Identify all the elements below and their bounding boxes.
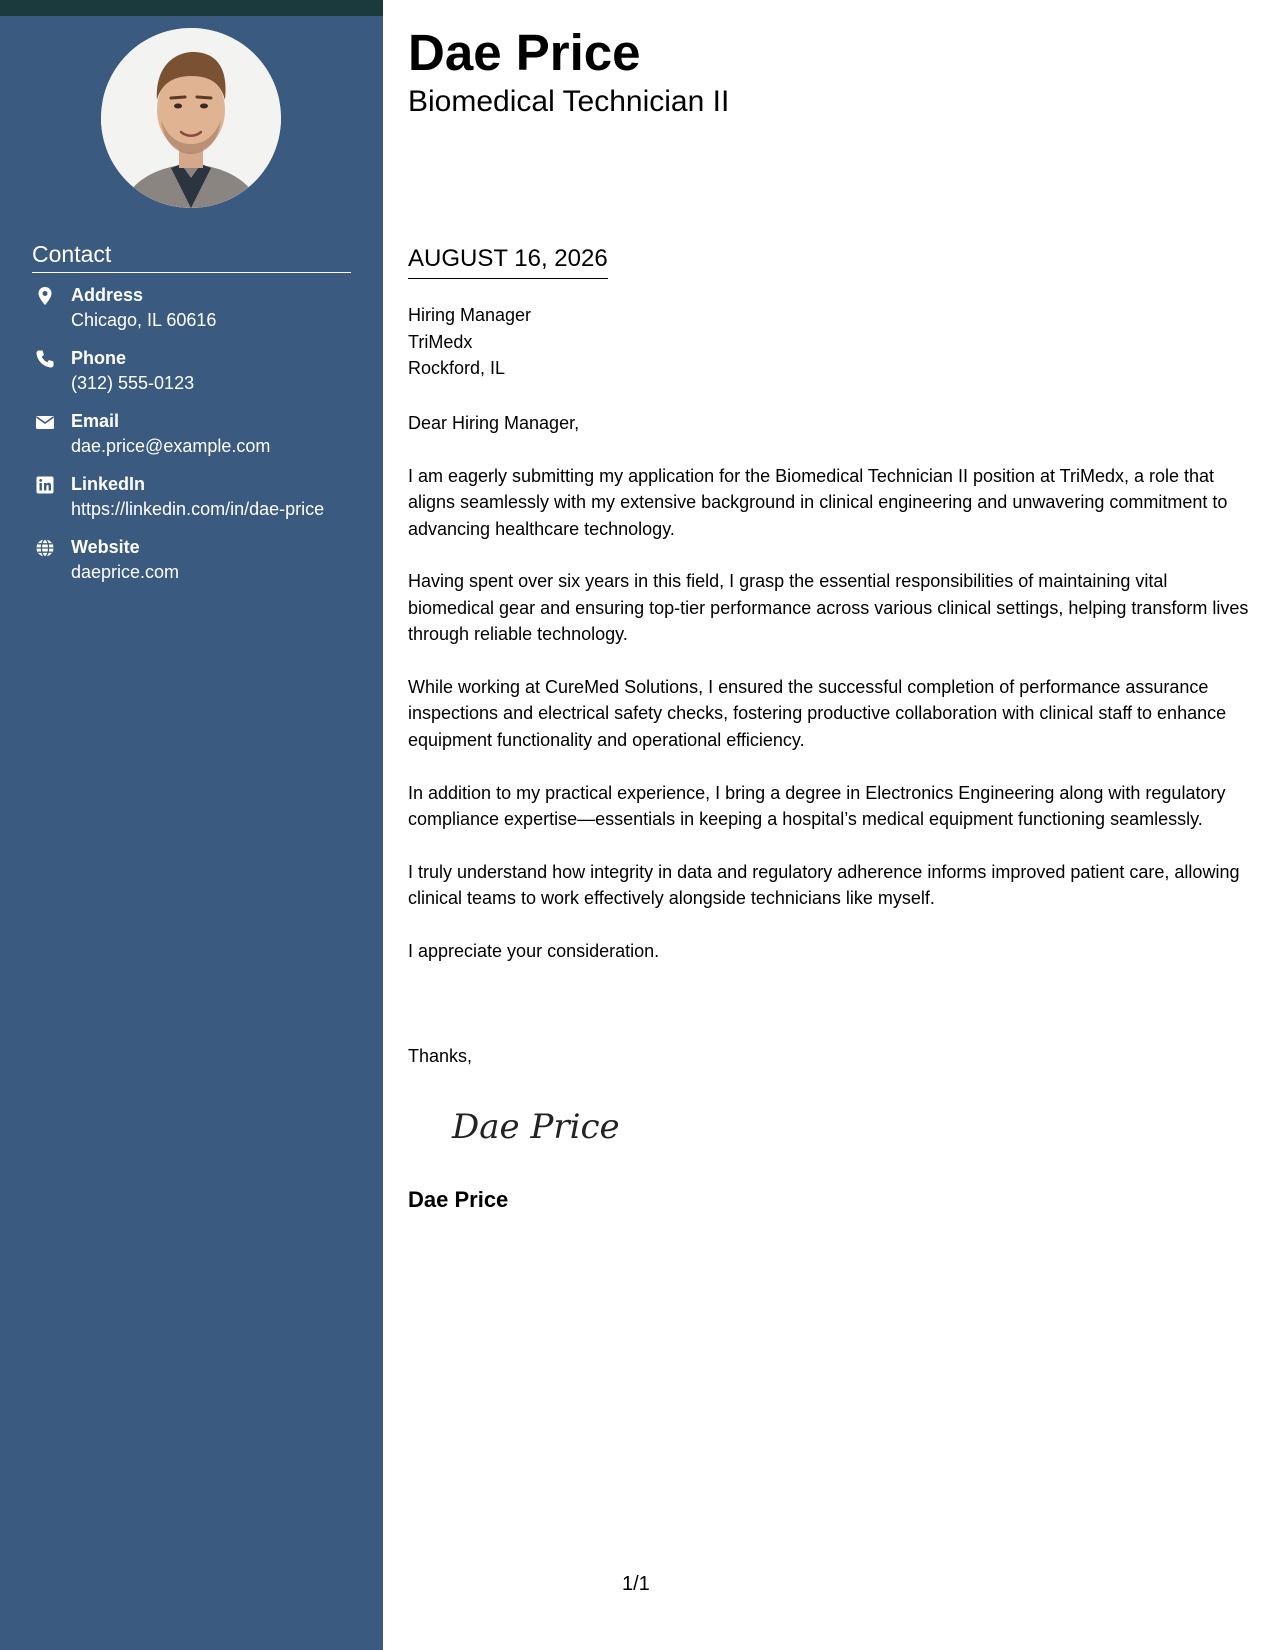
envelope-icon bbox=[35, 412, 55, 432]
page-number: 1/1 bbox=[622, 1573, 650, 1595]
contact-label: Address bbox=[71, 285, 144, 305]
website-value[interactable]: daeprice.com bbox=[71, 562, 180, 582]
paragraph: I am eagerly submitting my application for the Biomedical Technician II position at TriMedx, a role that aligns seamlessly with my extensive background in clinical engineering and unwavering commitment to advancing healthcare technology. bbox=[408, 465, 1228, 539]
phone-value[interactable]: (312) 555-0123 bbox=[71, 373, 195, 393]
paragraph: Having spent over six years in this field, I grasp the essential responsibilities of maintaining vital biomedical gear and ensuring top-tier performance across various clinical settings, helping transform lives through reliable technology. bbox=[408, 571, 1249, 645]
contact-item-email bbox=[32, 409, 372, 472]
letter-body bbox=[408, 410, 1253, 991]
contact-label: Email bbox=[71, 411, 120, 431]
recipient-block bbox=[408, 302, 531, 382]
recipient-line: Rockford, IL bbox=[408, 358, 506, 378]
contact-item-linkedin bbox=[32, 472, 372, 535]
phone-icon bbox=[35, 349, 55, 369]
paragraph: I truly understand how integrity in data and regulatory adherence informs improved patient care, allowing clinical teams to work effectively alongside technicians like myself. bbox=[408, 861, 1240, 909]
recipient-line: Hiring Manager bbox=[408, 305, 532, 325]
contact-label: Phone bbox=[71, 348, 127, 368]
paragraph: I appreciate your consideration. bbox=[408, 941, 660, 962]
recipient-line: TriMedx bbox=[408, 331, 473, 352]
linkedin-icon bbox=[35, 475, 55, 495]
sidebar-top-bar bbox=[0, 0, 383, 16]
contact-heading: Contact bbox=[32, 240, 351, 273]
contact-label: Website bbox=[71, 537, 140, 557]
closing: Thanks, bbox=[408, 1046, 473, 1066]
contact-item-website bbox=[32, 535, 372, 598]
email-value[interactable]: dae.price@example.com bbox=[71, 436, 271, 456]
signed-name: Dae Price bbox=[408, 1187, 509, 1212]
contact-list bbox=[32, 283, 372, 598]
linkedin-value[interactable]: https://linkedin.com/in/dae-price bbox=[71, 499, 325, 519]
letter-date: AUGUST 16, 2026 bbox=[408, 244, 608, 279]
salutation: Dear Hiring Manager, bbox=[408, 413, 580, 433]
contact-item-phone bbox=[32, 346, 372, 409]
signature bbox=[448, 1100, 648, 1150]
paragraph: In addition to my practical experience, I bring a degree in Electronics Engineering along with regulatory compliance expertise—essentials in keeping a hospital’s medical equipment functioning seamlessly. bbox=[408, 782, 1226, 830]
job-title: Biomedical Technician II bbox=[408, 85, 730, 118]
contact-label: LinkedIn bbox=[71, 474, 146, 494]
contact-item-address bbox=[32, 283, 372, 346]
avatar bbox=[101, 28, 281, 208]
globe-icon bbox=[35, 538, 55, 558]
paragraph: While working at CureMed Solutions, I ensured the successful completion of performance assurance inspections and electrical safety checks, fostering productive collaboration with clinical staff to enhance equipment functionality and operational efficiency. bbox=[408, 677, 1227, 750]
sidebar bbox=[0, 0, 383, 1650]
address-value: Chicago, IL 60616 bbox=[71, 310, 217, 330]
signature-text: Dae Price bbox=[452, 1107, 620, 1147]
applicant-name: Dae Price bbox=[408, 24, 641, 81]
map-pin-icon bbox=[35, 286, 55, 306]
